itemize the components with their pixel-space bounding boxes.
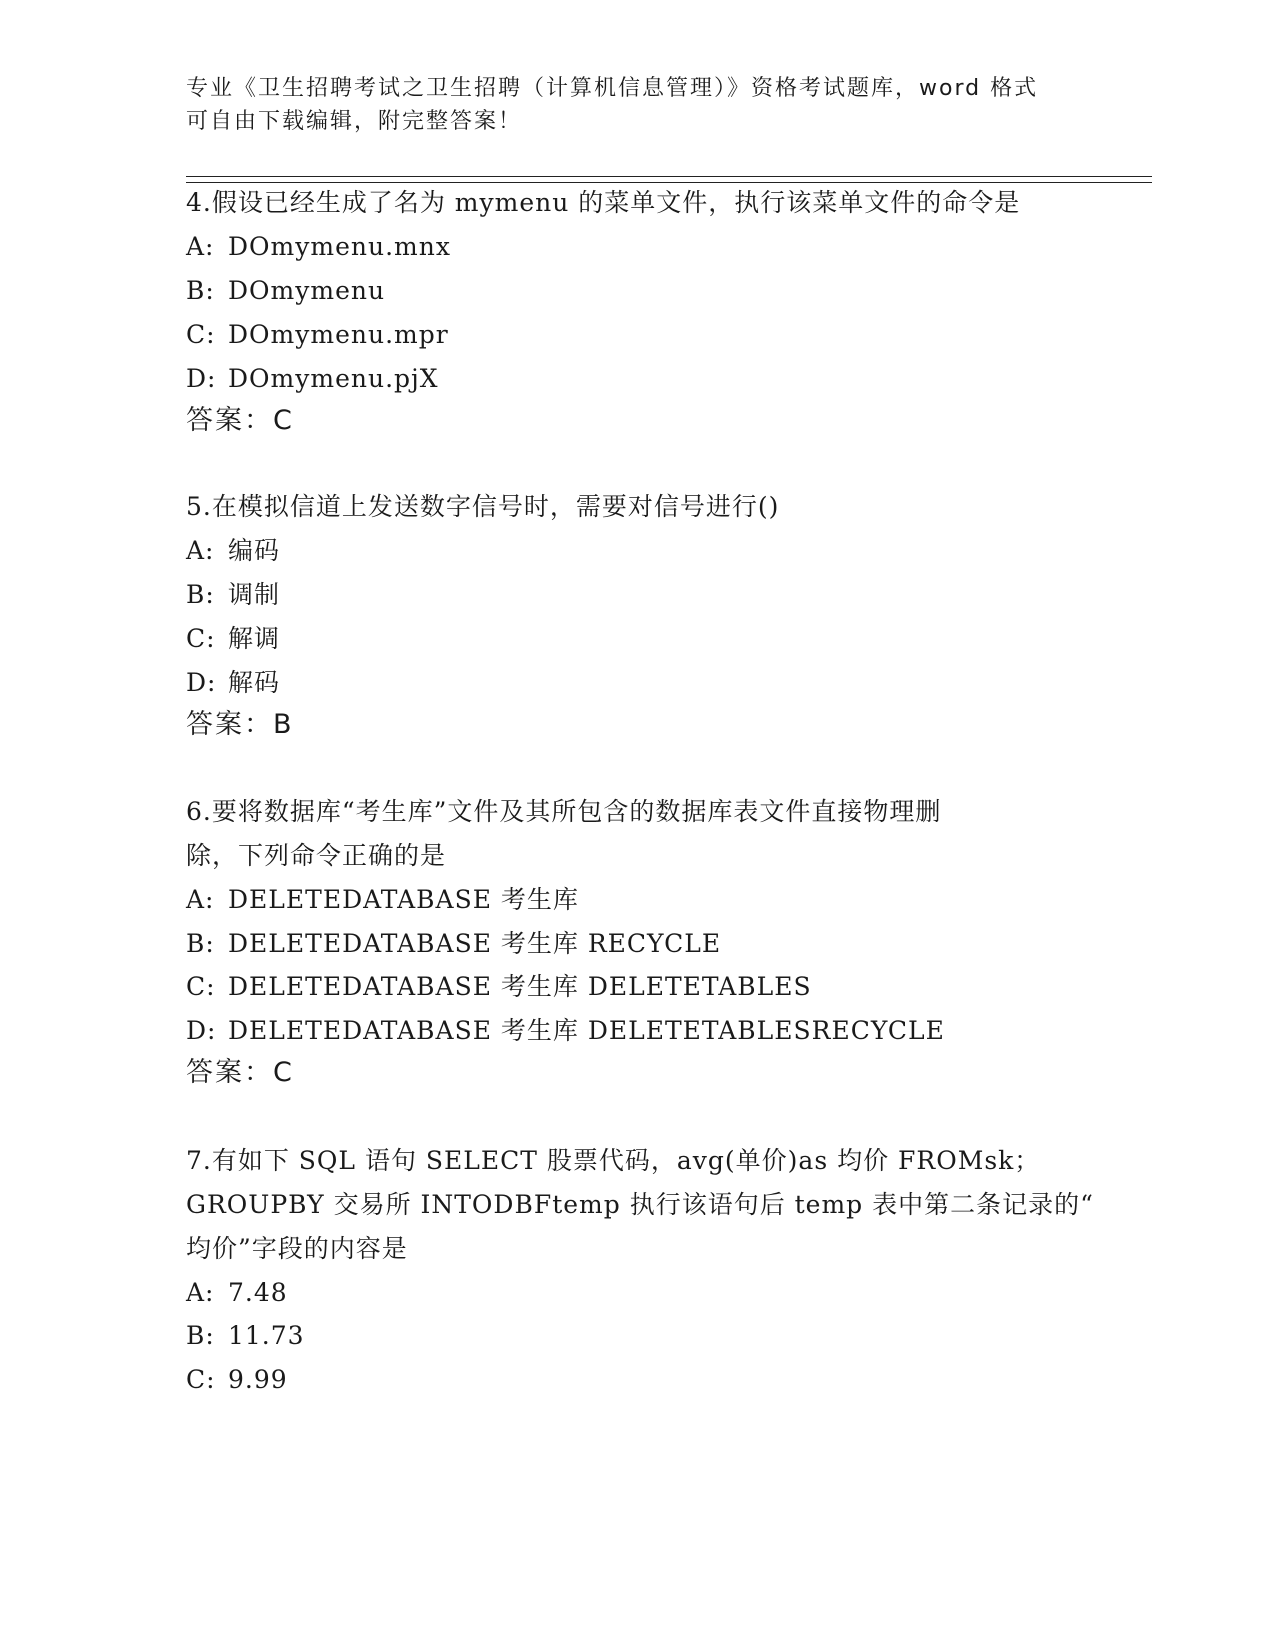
question-6-option-a: A: DELETEDATABASE 考生库 (186, 885, 579, 914)
question-5-option-d: D: 解码 (186, 668, 281, 697)
question-7-option-b: B: 11.73 (186, 1321, 305, 1350)
question-7-text-line-1: 7.有如下 SQL 语句 SELECT 股票代码，avg(单价)as 均价 FROMsk； (186, 1146, 1041, 1175)
question-7-text-line-3: 均价”字段的内容是 (186, 1234, 408, 1263)
question-5-option-b: B: 调制 (186, 580, 281, 609)
question-4-option-d: D: DOmymenu.pjX (186, 364, 439, 393)
question-6-text-line-1: 6.要将数据库“考生库”文件及其所包含的数据库表文件直接物理删 (186, 797, 942, 826)
question-4-answer: 答案：C (186, 405, 294, 436)
question-6-option-d: D: DELETEDATABASE 考生库 DELETETABLESRECYCLE (186, 1016, 945, 1045)
question-6-answer: 答案：C (186, 1057, 294, 1088)
document-header (186, 72, 1066, 138)
question-7-option-c: C: 9.99 (186, 1365, 288, 1394)
header-line-1: 专业《卫生招聘考试之卫生招聘（计算机信息管理）》资格考试题库，word 格式 (186, 76, 1039, 101)
question-5-option-a: A: 编码 (186, 536, 281, 565)
question-7-text-line-2: GROUPBY 交易所 INTODBFtemp 执行该语句后 temp 表中第二条记录的“ (186, 1190, 1094, 1219)
question-4-option-c: C: DOmymenu.mpr (186, 320, 449, 349)
question-4-option-a: A: DOmymenu.mnx (186, 232, 451, 261)
question-4-option-b: B: DOmymenu (186, 276, 386, 305)
question-4-text: 4.假设已经生成了名为 mymenu 的菜单文件，执行该菜单文件的命令是 (186, 188, 1021, 217)
question-5-text: 5.在模拟信道上发送数字信号时，需要对信号进行() (186, 492, 780, 521)
header-divider-top (186, 176, 1152, 177)
question-6-text-line-2: 除，下列命令正确的是 (186, 841, 447, 870)
question-7-option-a: A: 7.48 (186, 1278, 288, 1307)
question-6-option-c: C: DELETEDATABASE 考生库 DELETETABLES (186, 972, 812, 1001)
question-6-option-b: B: DELETEDATABASE 考生库 RECYCLE (186, 929, 722, 958)
header-line-2: 可自由下载编辑，附完整答案！ (186, 109, 523, 134)
question-5-option-c: C: 解调 (186, 624, 281, 653)
question-5-answer: 答案：B (186, 709, 294, 740)
